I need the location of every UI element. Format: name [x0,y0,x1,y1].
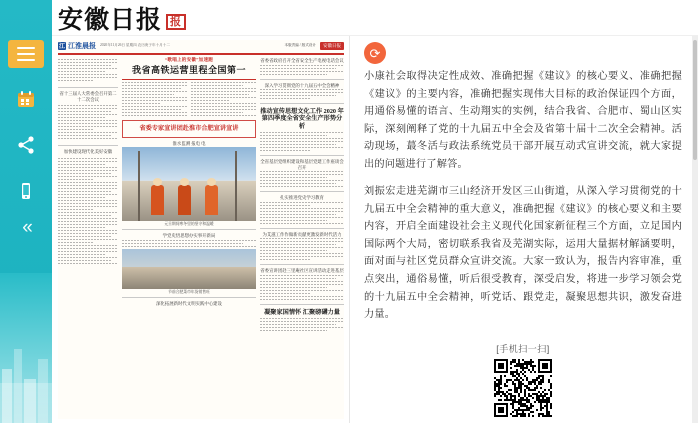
hamburger-menu-icon-bar3 [17,59,35,61]
article-paragraph: 小康社会取得决定性成效、准确把握《建议》的核心要义、准确把握《建议》的主要内容，准确把握实现伟大目标的政治保证四个方面，用通俗易懂的语言、生动翔实的实例，结合我省、合肥市、蜀山区实际，深刻阐释了党的十九届五中全会及省第十届十二次全会精神。活动现场，蕞冬活与政法系统党员干部开展互动式宣讲交流，就大家提出的问题进行了解答。 [364,71,682,170]
newspaper-c1-sub2[interactable]: 加快建设现代化美好安徽 [63,149,113,154]
newspaper-c3-item3[interactable]: 推动宣传思想文化工作 2020 年第四季度全省安全生产形势分析 [260,108,344,130]
newspaper-photo-main-caption: 元旦期间寒冬里的坚守和温暖 [164,222,214,227]
calendar-icon [16,89,36,109]
newspaper-c2-sub3[interactable]: 深化拓展新时代文明实践中心建设 [156,300,222,306]
sidebar-item-share[interactable] [9,130,43,160]
newspaper-c3-item6[interactable]: 为艾滋工作作做新贡献更激发新时代活力 [262,231,342,237]
newspaper-photo-secondary[interactable] [122,249,256,289]
left-sidebar [0,0,52,423]
newspaper-c3-item7[interactable]: 省委宣讲团赴三里庵社区宣讲活动走进基层 [260,268,344,274]
newspaper-c3-item2[interactable]: 深入学习贯彻党的十九届五中全会精神 [264,82,340,88]
newspaper-section-note: 本版责编 / 版式设计 [284,43,316,47]
newspaper-logo-text: 江淮晨报 [68,41,96,50]
newspaper-c2-sub2[interactable]: 学党史悟思想办实事开新局 [162,233,216,239]
sidebar-collapse-button[interactable] [0,218,52,237]
reader-scrollbar-thumb[interactable] [693,40,697,160]
newspaper-c1-sub1[interactable]: 省十三届人大常委会召开第二十二次会议 [59,91,117,102]
qr-label: [手机扫一扫] [496,344,550,354]
newspaper-logo-mark: 江 [58,42,66,50]
mobile-icon [16,181,36,201]
content-split [52,36,698,423]
share-icon [16,135,36,155]
newspaper-columns [58,57,344,419]
sidebar-item-mobile[interactable] [9,176,43,206]
newspaper-photo-secondary-caption: 节前合肥菜市年货销售旺 [168,289,210,294]
qr-code-image[interactable] [494,359,552,417]
reader-toolbar [364,42,682,68]
sidebar-decorative-skyline [0,273,52,423]
newspaper-c3-item4[interactable]: 全省基层党组织建设和基层党建工作座谈会召开 [260,159,344,170]
reader-scrollbar[interactable] [692,36,698,423]
newspaper-highlight-box[interactable] [122,120,256,137]
newspaper-kicker: “歌唱上的安徽”加速跑 [164,57,214,62]
newspaper-page[interactable] [58,40,344,419]
masthead-seal: 报 [166,14,186,30]
newspaper-c2-sub1: 淮水监测 报电 电 [172,140,206,146]
newspaper-column-3 [260,57,344,419]
newspaper-header [58,40,344,55]
masthead [52,0,698,36]
sidebar-collapse-label: « [22,217,30,238]
bookmark-icon[interactable]: ⟳ [364,42,386,64]
main-area [52,0,698,423]
newspaper-c3-item5[interactable]: 扎实推进党史学习教育 [280,195,324,201]
newspaper-c3-item8[interactable]: 凝聚家国情怀 汇聚磅礴力量 [264,308,340,316]
newspaper-main-headline[interactable]: 我省高铁运营里程全国第一 [131,65,246,75]
hamburger-menu-icon [17,47,35,49]
masthead-title-text: 安徽日报 [58,6,163,34]
article-paragraph: 刘振宏走进芜湖市三山经济开发区三山街道，从深入学习贯彻党的十九届五中全会精神的重大意义，准确把握《建议》的核心要义和主要内容，开启全面建设社会主义现代化国家新征程三个方面，立足国内国际两个大局，密切联系我省及芜湖实际，运用大量据材解涵要明，面对面与社区党员群众宣讲交流。大家一致认为，报告内容审准，重点突出，通俗易懂，听后很受教育，深受启发，将进一步学习领会党的十九届五中全会精神，听党话、跟党走，凝聚思想共识，激发奋进力量。 [364,186,682,321]
newspaper-column-1 [58,57,118,419]
masthead-title [58,0,196,36]
article-text [364,68,682,338]
article-reader-pane [350,36,698,423]
newspaper-logo [58,41,96,51]
qr-section [364,338,682,417]
newspaper-photo-main[interactable] [122,147,256,221]
newspaper-box-title: 省委专家宣讲团赴淮市合肥宣讲宣讲 [139,125,239,133]
sidebar-item-calendar[interactable] [9,84,43,114]
newspaper-badge: 安徽日报 [320,42,344,50]
newspaper-column-2 [122,57,256,419]
sidebar-item-menu[interactable] [8,40,44,68]
newspaper-date: 2020年11月26日 星期四 农历庚子年十月十二 [100,43,170,48]
newspaper-header-right [284,42,344,50]
newspaper-c3-item1[interactable]: 省委省政府召开全省安全生产电视电话会议 [260,58,344,63]
newspaper-page-viewer[interactable] [52,36,350,423]
hamburger-menu-icon-bar2 [17,53,35,55]
